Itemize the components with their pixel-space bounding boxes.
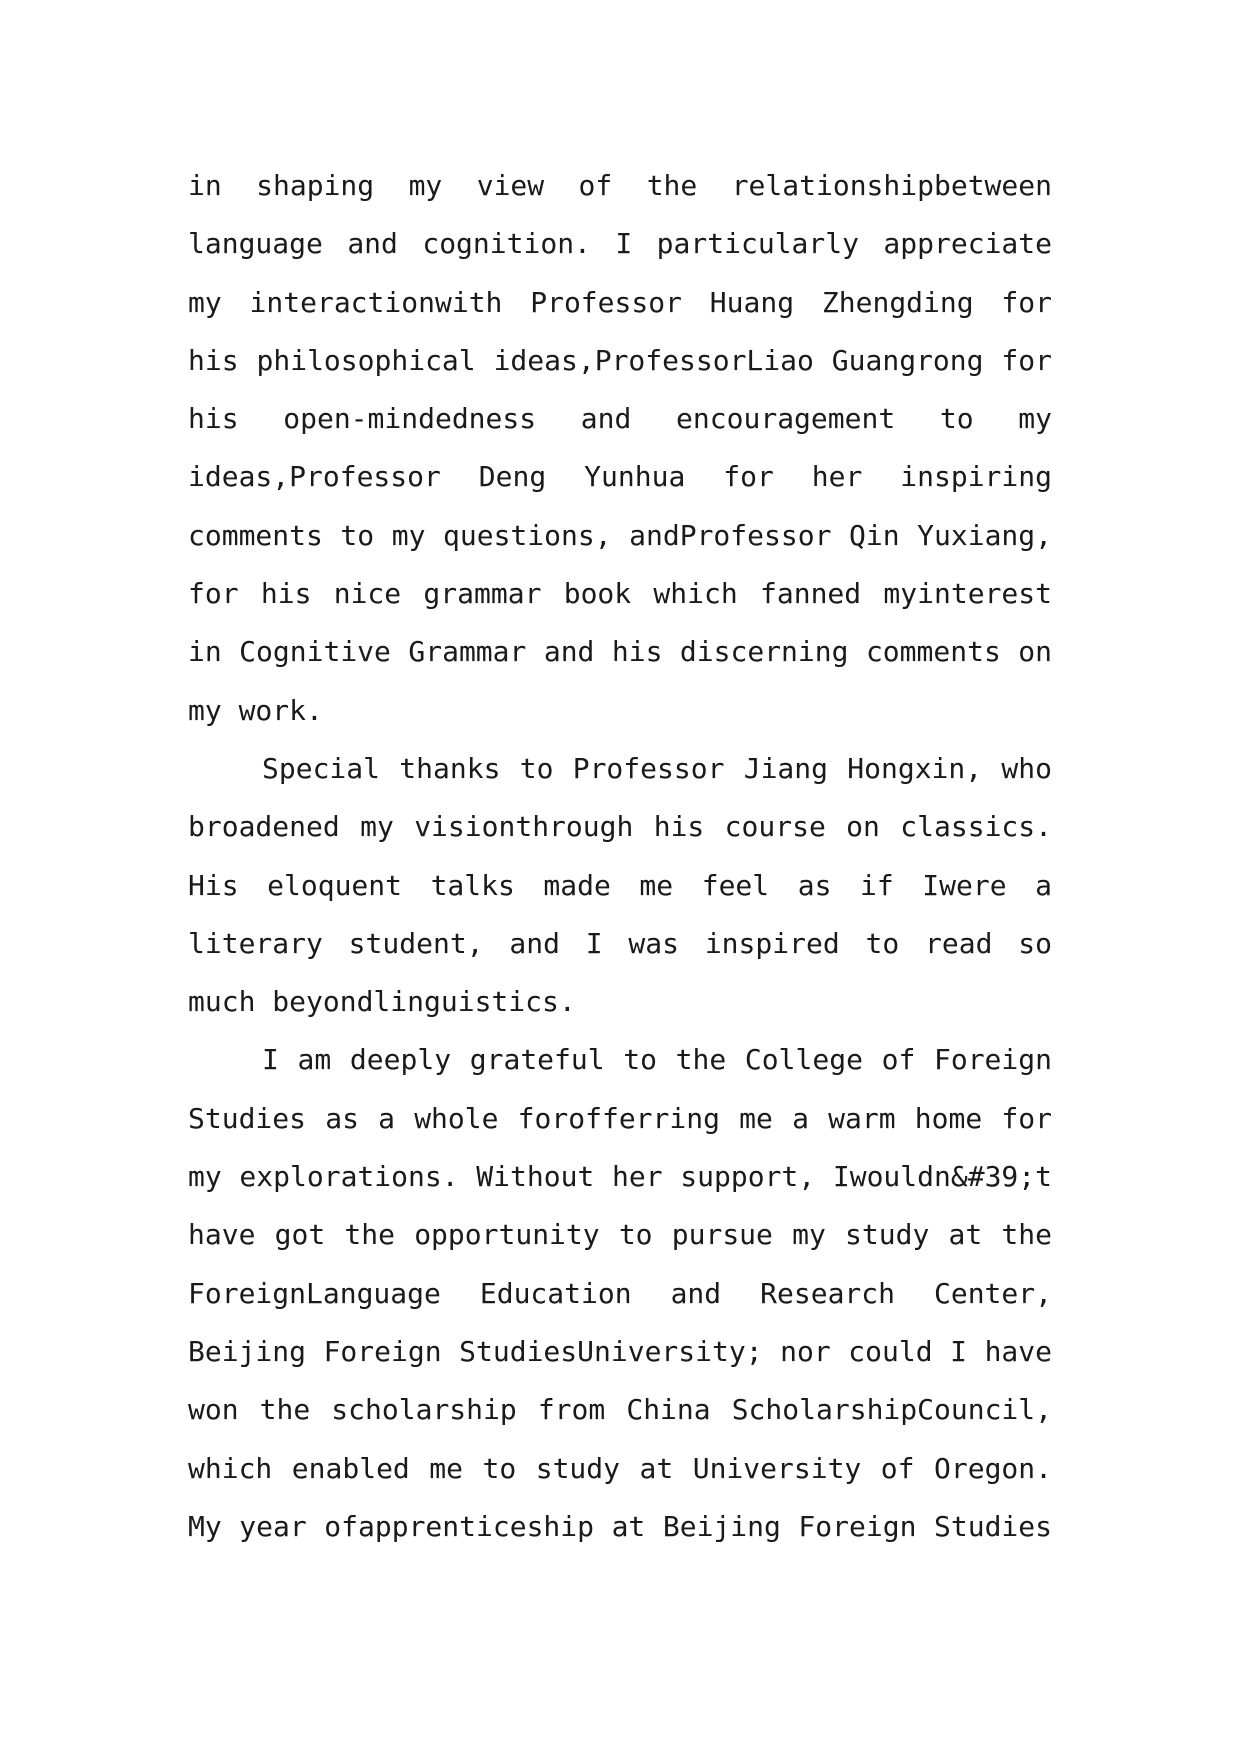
text-line: much beyondlinguistics. xyxy=(188,985,576,1019)
text-line: his open-mindedness and encouragement to my xyxy=(188,402,1052,436)
text-line: in Cognitive Grammar and his discerning comments on xyxy=(188,635,1052,669)
text-line: which enabled me to study at University of Oregon. xyxy=(188,1451,1052,1485)
body-text xyxy=(188,157,1052,1556)
text-line: His eloquent talks made me feel as if Iwere a xyxy=(188,868,1052,902)
text-line: my interactionwith Professor Huang Zhengding for xyxy=(188,285,1052,319)
text-line: won the scholarship from China ScholarshipCouncil, xyxy=(188,1393,1052,1427)
text-line: have got the opportunity to pursue my study at the xyxy=(188,1218,1052,1252)
text-line: literary student, and I was inspired to read so xyxy=(188,926,1052,960)
text-line: ForeignLanguage Education and Research Center, xyxy=(188,1276,1052,1310)
text-line: my work. xyxy=(188,693,323,727)
text-line: language and cognition. I particularly appreciate xyxy=(188,227,1052,261)
text-line: his philosophical ideas,ProfessorLiao Guangrong for xyxy=(188,343,1052,377)
text-line: for his nice grammar book which fanned myinterest xyxy=(188,577,1052,611)
text-line: my explorations. Without her support, Iwouldn&#39;t xyxy=(188,1160,1052,1194)
text-line: I am deeply grateful to the College of Foreign xyxy=(262,1043,1052,1077)
text-line: My year ofapprenticeship at Beijing Foreign Studies xyxy=(188,1509,1052,1543)
text-line: Beijing Foreign StudiesUniversity; nor could I have xyxy=(188,1334,1052,1368)
text-line: ideas,Professor Deng Yunhua for her inspiring xyxy=(188,460,1052,494)
text-line: comments to my questions, andProfessor Qin Yuxiang, xyxy=(188,518,1052,552)
text-line: Studies as a whole forofferring me a warm home for xyxy=(188,1101,1052,1135)
text-line: broadened my visionthrough his course on classics. xyxy=(188,810,1052,844)
text-line: in shaping my view of the relationshipbetween xyxy=(188,169,1052,202)
text-line: Special thanks to Professor Jiang Hongxin, who xyxy=(262,751,1052,785)
